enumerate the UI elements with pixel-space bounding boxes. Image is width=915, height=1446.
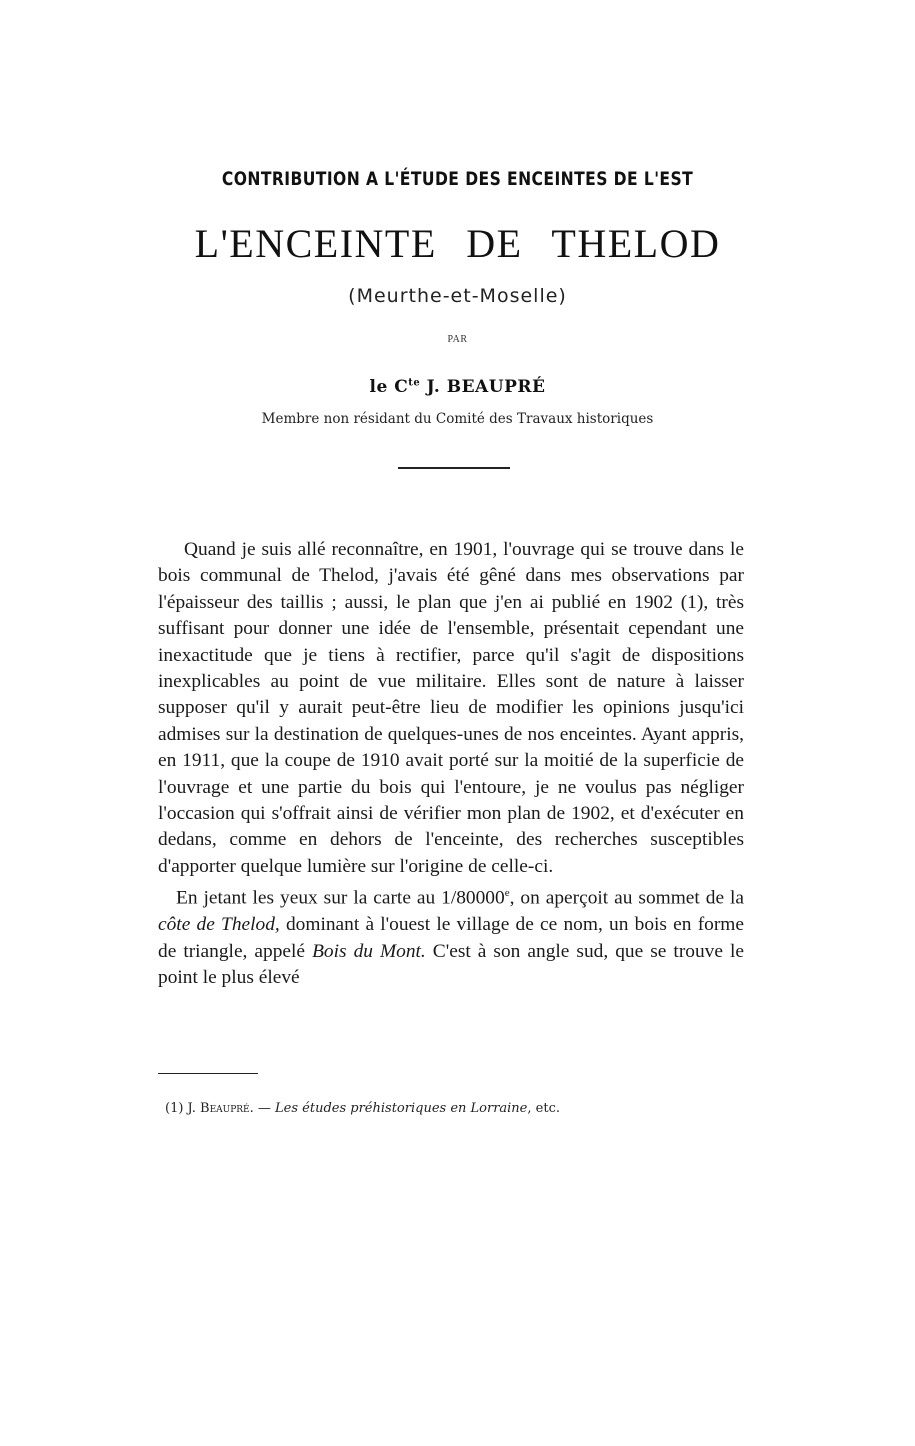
footnote-dash: . — [249, 1101, 276, 1116]
author-prefix: le C [369, 377, 409, 397]
author-name: J. BEAUPRÉ [426, 377, 546, 397]
author-affiliation: Membre non résidant du Comité des Travaux historiques [261, 411, 654, 427]
footnote-work: Les études préhistoriques en Lorraine [275, 1101, 528, 1116]
author-line [0, 377, 915, 397]
footnote-marker: (1) J. [165, 1101, 201, 1116]
article-subtitle: (Meurthe-et-Moselle) [348, 285, 567, 307]
paragraph-2-part-c: dominant à l'ouest le village de ce nom, un bois en forme de triangle, appelé [158, 914, 744, 962]
paragraph-2-part-b: , on aperçoit au sommet de la [509, 887, 745, 909]
series-heading: CONTRIBUTION A L'ÉTUDE DES ENCEINTES DE L'EST [221, 168, 694, 190]
body-text [158, 537, 744, 991]
article-title: L'ENCEINTE DE THELOD [194, 221, 721, 266]
by-label: PAR [447, 334, 468, 345]
paragraph-2-italic-2: Bois du Mont. [312, 940, 426, 962]
paragraph-2-part-d: C'est à son angle sud, que se trouve le point le plus élevé [158, 940, 744, 988]
paragraph-2-italic-1: côte de Thelod, [158, 914, 280, 936]
paragraph-2-part-a: En jetant les yeux sur la carte au 1/80000 [176, 887, 505, 909]
section-divider [398, 467, 510, 469]
footnote-divider [158, 1073, 258, 1074]
footnote-author: Beaupré [200, 1101, 250, 1116]
paragraph-2 [158, 880, 744, 991]
author-prefix-superscript: te [408, 377, 421, 389]
footnote [165, 1101, 745, 1116]
paragraph-1: Quand je suis allé reconnaître, en 1901, l'ouvrage qui se trouve dans le bois communal de Thelod, j'avais été gêné dans mes observations par l'épaisseur des taillis ; aussi, le plan que j'en ai publié en 1902 (1), très suffisant pour donner une idée de l'ensemble, présentait cependant une inexactitude que je tiens à rectifier, parce qu'il s'agit de dispositions inexplicables au point de vue militaire. Elles sont de nature à laisser supposer qu'il y aurait peut-être lieu de modifier les opinions jusqu'ici admises sur la destination de quelques-unes de nos enceintes. Ayant appris, en 1911, que la coupe de 1910 avait porté sur la moitié de la superficie de l'ouvrage et une partie du bois qui l'entoure, je ne voulus pas négliger l'occasion qui s'offrait ainsi de vérifier mon plan de 1902, et d'exécuter en dedans, comme en dehors de l'enceinte, des recherches susceptibles d'apporter quelque lumière sur l'origine de celle-ci. [158, 539, 744, 877]
paragraph-2-superscript: e [504, 887, 510, 900]
footnote-etc: , etc. [527, 1101, 560, 1116]
